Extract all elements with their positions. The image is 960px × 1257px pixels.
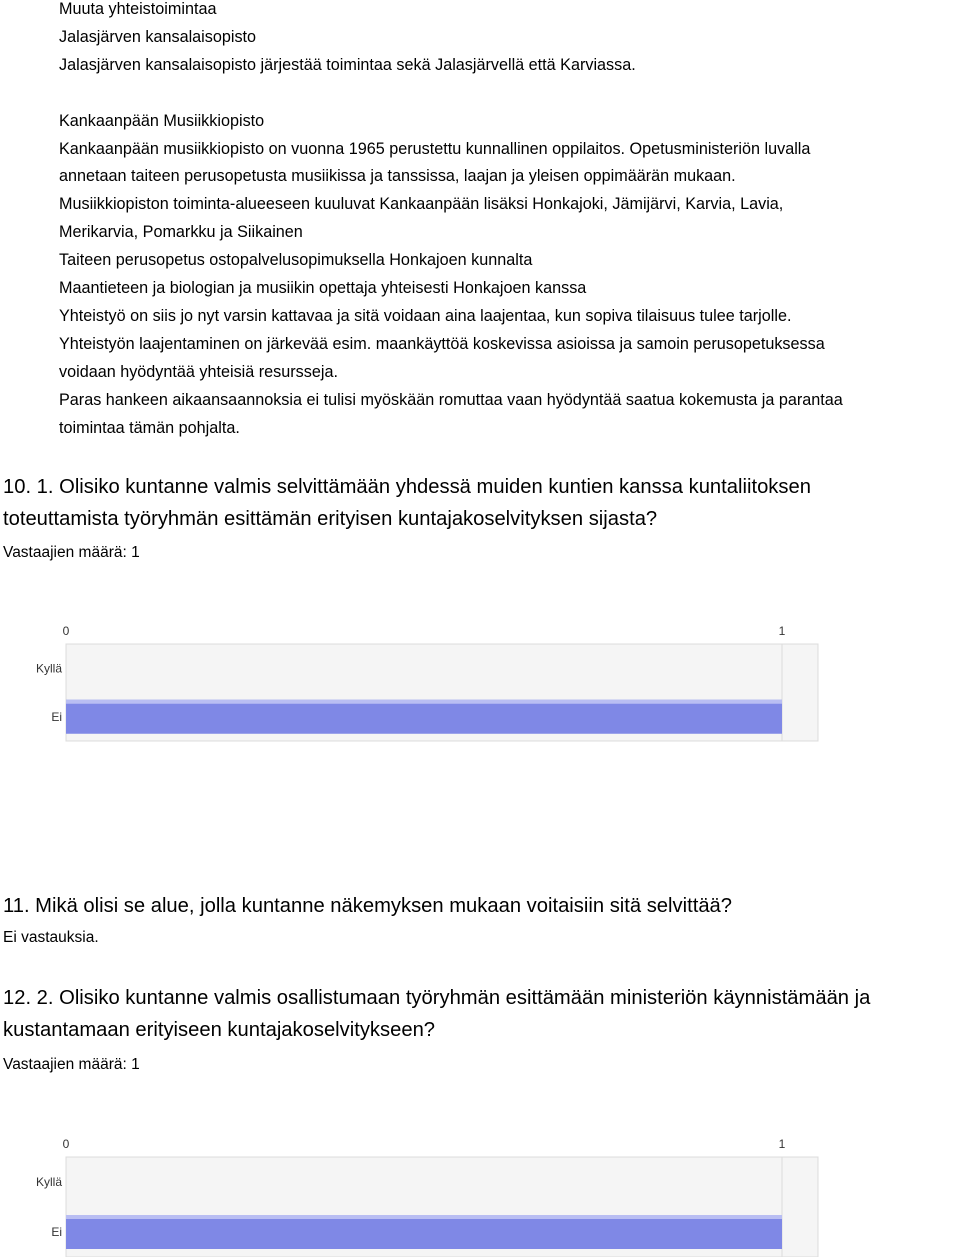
text-line: Musiikkiopiston toiminta-alueeseen kuuluvat Kankaanpään lisäksi Honkajoki, Jämijärvi, Karvia, Lavia, <box>59 195 784 214</box>
bar-highlight-ei <box>66 700 782 704</box>
question-10-chart <box>0 620 960 745</box>
tick-label-0: 0 <box>62 624 70 638</box>
question-12-chart <box>0 1133 960 1257</box>
text-line: Yhteistyön laajentaminen on järkevää esim. maankäyttöä koskevissa asioissa ja samoin perusopetuksessa <box>59 334 825 353</box>
question-10-title <box>3 472 960 535</box>
category-label-ei: Ei <box>51 709 62 724</box>
text-line: Paras hankeen aikaansaannoksia ei tulisi myöskään romuttaa vaan hyödyntää saatua kokemusta ja parantaa <box>59 390 843 409</box>
question-10-bar-chart <box>0 620 960 745</box>
question-12-respondents: Vastaajien määrä: 1 <box>3 1056 140 1073</box>
text-line: Yhteistyö on siis jo nyt varsin kattavaa ja sitä voidaan aina laajentaa, kun sopiva tilaisuus tulee tarjolle. <box>59 306 792 325</box>
heading-kankaanpaa-musiikkiopisto: Kankaanpään Musiikkiopisto <box>59 111 265 130</box>
text-line: Taiteen perusopetus ostopalvelusopimuksella Honkajoen kunnalta <box>59 251 533 270</box>
text-line: Merikarvia, Pomarkku ja Siikainen <box>59 223 303 242</box>
tick-label-1: 1 <box>778 1137 786 1151</box>
text-line: Jalasjärven kansalaisopisto järjestää toimintaa sekä Jalasjärvellä että Karviassa. <box>59 55 636 74</box>
question-11-no-answers: Ei vastauksia. <box>3 929 99 946</box>
tick-label-1: 1 <box>778 624 786 638</box>
question-10-line2: toteuttamista työryhmän esittämän erityisen kuntajakoselvityksen sijasta? <box>3 507 658 530</box>
heading-jalasjarvi-opisto: Jalasjärven kansalaisopisto <box>59 27 257 46</box>
bar-ei <box>66 700 782 734</box>
question-12-line2: kustantamaan erityiseen kuntajakoselvitykseen? <box>3 1018 436 1041</box>
heading-muuta-yhteistoimintaa: Muuta yhteistoimintaa <box>59 0 217 18</box>
question-12-bar-chart <box>0 1133 960 1257</box>
bar-highlight-ei <box>66 1215 782 1219</box>
text-line: toimintaa tämän pohjalta. <box>59 418 240 437</box>
intro-text-block <box>59 0 959 442</box>
question-11-title <box>3 891 960 923</box>
paragraph-gap <box>59 80 959 108</box>
tick-label-0: 0 <box>62 1137 70 1151</box>
text-line: annetaan taiteen perusopetusta musiikissa ja tanssissa, laajan ja yleisen oppimäärän mukaan. <box>59 167 736 186</box>
question-12-line1: 12. 2. Olisiko kuntanne valmis osallistumaan työryhmän esittämään ministeriön käynnistämään ja <box>3 987 871 1009</box>
question-12-title <box>3 983 960 1046</box>
question-10-line1: 10. 1. Olisiko kuntanne valmis selvittämään yhdessä muiden kuntien kanssa kuntaliitoksen <box>3 476 811 498</box>
text-line: Kankaanpään musiikkiopisto on vuonna 1965 perustettu kunnallinen oppilaitos. Opetusministeriön luvalla <box>59 139 811 158</box>
bar-ei <box>66 1215 782 1249</box>
text-line: Maantieteen ja biologian ja musiikin opettaja yhteisesti Honkajoen kanssa <box>59 279 587 298</box>
category-label-kyllä: Kyllä <box>35 1175 62 1189</box>
text-line: voidaan hyödyntää yhteisiä resursseja. <box>59 362 338 381</box>
category-label-ei: Ei <box>51 1225 62 1239</box>
category-label-kyllä: Kyllä <box>35 661 62 676</box>
question-11-line1: 11. Mikä olisi se alue, jolla kuntanne näkemyksen mukaan voitaisiin sitä selvittää? <box>3 895 732 917</box>
question-10-respondents: Vastaajien määrä: 1 <box>3 544 140 561</box>
